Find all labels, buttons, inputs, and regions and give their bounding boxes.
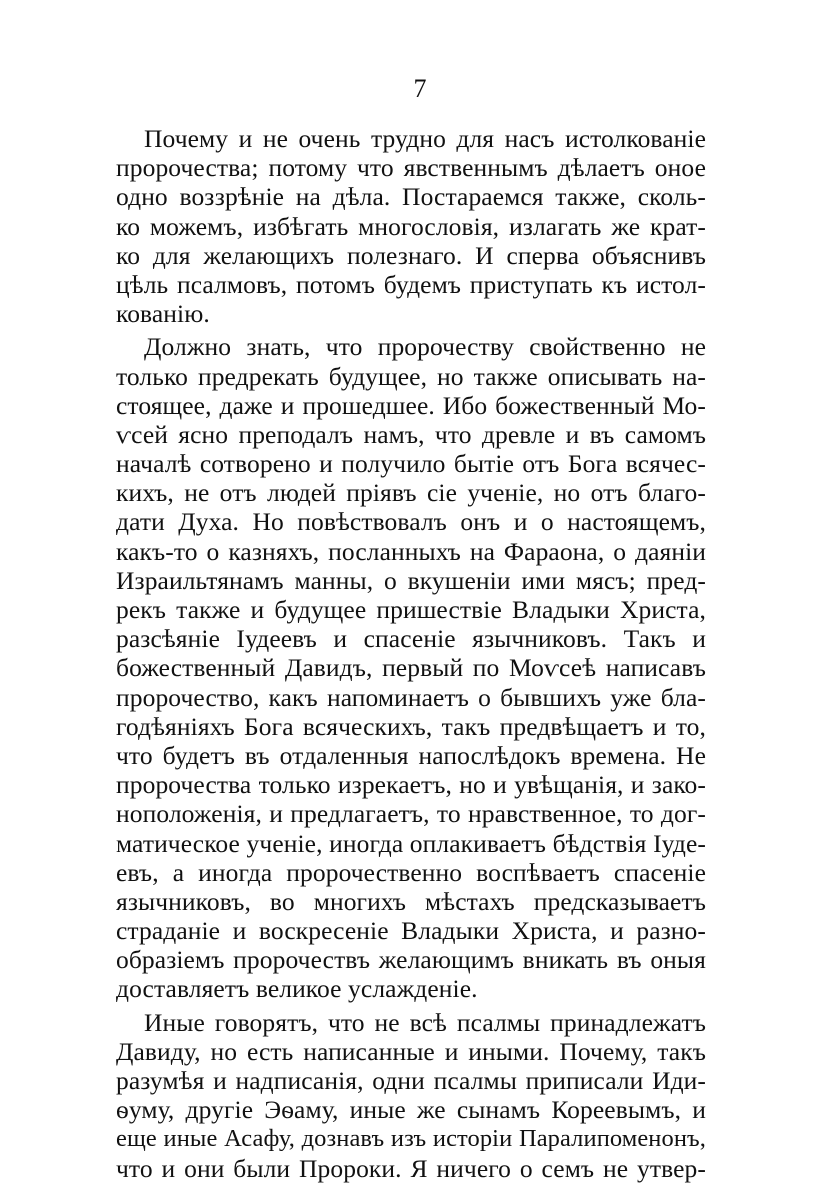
text-line: Иные говорятъ, что не всѣ псалмы принадлежатъ (144, 1007, 706, 1037)
paragraph (116, 1008, 706, 1183)
text-line: одно воззрѣніе на дѣла. Постараемся также, сколь- (116, 182, 706, 212)
text-line: годѣяніяхъ Бога всяческихъ, такъ предвѣщаетъ и то, (116, 711, 706, 741)
text-line: ѳуму, другіе Эѳаму, иные же сынамъ Кореевымъ, и (116, 1095, 706, 1125)
text-line: Давиду, но есть написанные и иными. Почему, такъ (116, 1036, 706, 1066)
text-line: евъ, а иногда пророчественно воспѣваетъ спасеніе (116, 857, 706, 887)
text-line: Должно знать, что пророчеству свойственно не (144, 332, 706, 362)
text-line: божественный Давидъ, первый по Моѵсеѣ написавъ (116, 653, 706, 683)
text-line: Израильтянамъ манны, о вкушеніи ими мясъ; пред- (116, 565, 706, 595)
text-line: кихъ, не отъ людей пріявъ сіе ученіе, но отъ благо- (116, 478, 706, 508)
text-line: ѵсей ясно преподалъ намъ, что древле и въ самомъ (116, 419, 706, 449)
text-line: пророчество, какъ напоминаетъ о бывшихъ уже бла- (116, 682, 706, 712)
text-line: страданіе и воскресеніе Владыки Христа, и разно- (116, 916, 706, 946)
text-line: ко можемъ, избѣгать многословія, излагать же крат- (116, 211, 706, 241)
text-line: началѣ сотворено и получило бытіе отъ Бога всячес- (116, 449, 706, 479)
text-line: только предрекать будущее, но также описывать на- (116, 361, 706, 391)
text-line: что и они были Пророки. Я ничего о семъ не утвер- (116, 1153, 706, 1183)
text-line: дати Духа. Но повѣствовалъ онъ и о настоящемъ, (116, 507, 706, 537)
text-line: пророчества; потому что явственнымъ дѣлаетъ оное (116, 153, 706, 183)
paragraph (116, 124, 706, 328)
paragraph (116, 332, 706, 1003)
text-line: что будетъ въ отдаленныя напослѣдокъ времена. Не (116, 740, 706, 770)
text-line: разумѣя и надписанія, одни псалмы приписали Иди- (116, 1066, 706, 1095)
text-line: доставляетъ великое услажденіе. (116, 974, 478, 1004)
text-line: ко для желающихъ полезнаго. И сперва объяснивъ (116, 240, 706, 270)
text-line: еще иные Асафу, дознавъ изъ исторіи Паралипоменонъ, (116, 1125, 706, 1153)
text-line: кованію. (116, 299, 210, 329)
body-text (116, 124, 706, 1187)
page-number: 7 (413, 74, 427, 103)
text-line: Почему и не очень трудно для насъ истолкованіе (144, 124, 706, 153)
text-line: матическое ученіе, иногда оплакиваетъ бѣдствія Іуде- (116, 828, 706, 858)
text-line: образіемъ пророчествъ желающимъ вникать въ оныя (116, 945, 706, 975)
text-line: разсѣяніе Іудеевъ и спасеніе язычниковъ. Такъ и (116, 624, 706, 654)
text-line: рекъ также и будущее пришествіе Владыки Христа, (116, 595, 706, 624)
text-line: язычниковъ, во многихъ мѣстахъ предсказываетъ (116, 886, 706, 916)
text-line: цѣль псалмовъ, потомъ будемъ приступать къ истол- (116, 269, 706, 299)
text-line: пророчества только изрекаетъ, но и увѣщанія, и зако- (116, 770, 706, 800)
text-line: какъ-то о казняхъ, посланныхъ на Фараона, о даяніи (116, 536, 706, 566)
text-line: ноположенія, и предлагаетъ, то нравственное, то дог- (116, 799, 706, 829)
text-line: стоящее, даже и прошедшее. Ибо божественный Мо- (116, 390, 706, 420)
